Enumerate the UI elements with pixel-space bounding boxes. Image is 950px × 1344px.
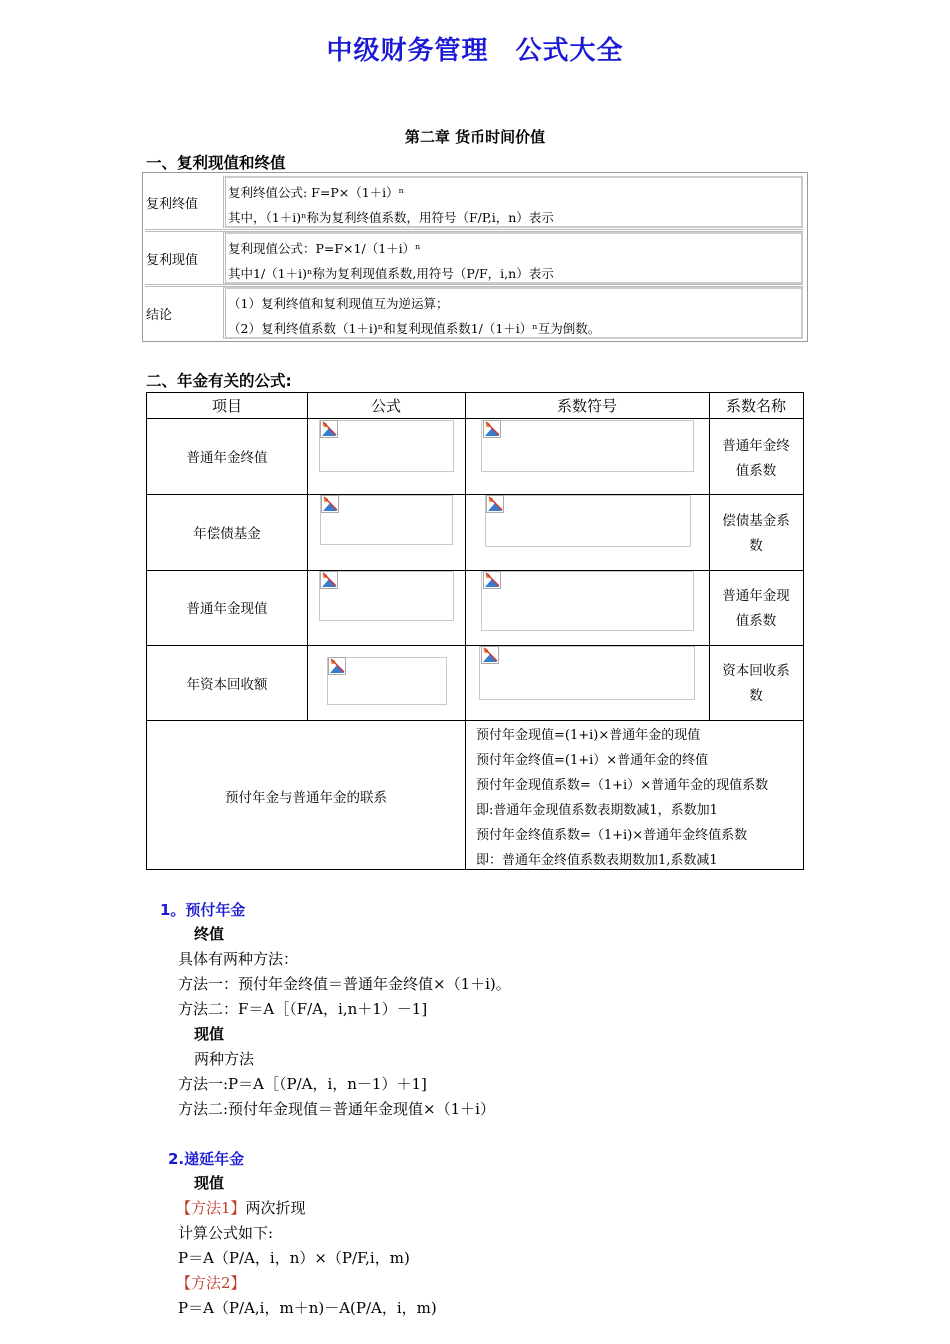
grid-line <box>147 570 803 571</box>
relation-line: 即:普通年金现值系数表期数减1，系数加1 <box>476 803 718 818</box>
coef-name-line: 偿债基金系 <box>722 513 790 529</box>
header-item: 项目 <box>211 397 242 415</box>
coef-symbol-image-frame <box>485 495 691 547</box>
header-coef-name: 系数名称 <box>725 397 786 415</box>
method-2-tag: 【方法2】 <box>176 1274 246 1292</box>
chapter-title: 第二章 货币时间价值 <box>404 128 546 146</box>
method-1-formula: P＝A（P/A，i，n）×（P/F,i，m) <box>178 1249 410 1267</box>
broken-image-icon <box>320 420 338 438</box>
header-coef-symbol: 系数符号 <box>556 397 617 415</box>
method-1-tag: 【方法1】 <box>176 1199 246 1217</box>
broken-image-icon <box>486 495 504 513</box>
item-cell: 普通年金终值 <box>186 450 268 466</box>
grid-line <box>147 720 803 721</box>
relation-line: 预付年金终值系数=（1+i)×普通年金终值系数 <box>476 828 748 843</box>
broken-image-icon <box>320 571 338 589</box>
grid-line <box>147 645 803 646</box>
coef-symbol-image-frame <box>481 420 694 472</box>
grid-line <box>147 494 803 495</box>
deferred-annuity-heading: 2.递延年金 <box>168 1150 245 1168</box>
broken-image-icon <box>481 646 499 664</box>
relation-line: 预付年金终值=(1+i）×普通年金的终值 <box>476 753 709 768</box>
table-row <box>143 286 807 340</box>
fv-intro: 具体有两种方法： <box>178 950 299 968</box>
method-2-formula: P＝A（P/A,i，m＋n)－A(P/A，i，m) <box>178 1299 437 1317</box>
compound-interest-table <box>142 172 808 342</box>
formula-line: 复利终值公式: F=P×（1＋i）ⁿ <box>228 185 405 200</box>
coef-name-line: 数 <box>749 538 763 554</box>
item-cell: 年偿债基金 <box>193 526 261 542</box>
formula-image-frame <box>319 571 454 621</box>
row-content <box>223 287 803 339</box>
formula-line: 复利现值公式：P=F×1/（1＋i）ⁿ <box>228 241 421 256</box>
formula-line: 其中1/（1＋i)ⁿ称为复利现值系数,用符号（P/F，i,n）表示 <box>228 266 554 281</box>
pv-intro: 两种方法 <box>194 1050 255 1068</box>
row-content <box>223 232 803 284</box>
coef-symbol-image-frame <box>481 571 694 631</box>
method-1-text: 两次折现 <box>245 1199 306 1217</box>
broken-image-icon <box>321 495 339 513</box>
coef-name-cell <box>709 584 803 634</box>
row-label: 复利现值 <box>146 253 199 268</box>
formula-line: （1）复利终值和复利现值互为逆运算； <box>228 296 449 311</box>
broken-image-icon <box>483 420 501 438</box>
item-cell: 普通年金现值 <box>186 601 268 617</box>
relation-label: 预付年金与普通年金的联系 <box>225 790 387 806</box>
coef-name-cell <box>709 434 803 484</box>
calc-intro: 计算公式如下: <box>178 1224 274 1242</box>
section2-heading: 二、年金有关的公式: <box>146 372 292 390</box>
coef-name-line: 值系数 <box>735 463 777 479</box>
header-formula: 公式 <box>370 397 401 415</box>
coef-name-cell <box>709 659 803 709</box>
document-title: 中级财务管理 公式大全 <box>326 36 624 66</box>
relation-line: 即：普通年金终值系数表期数加1,系数减1 <box>476 853 718 868</box>
coef-name-line: 值系数 <box>735 613 777 629</box>
grid-line <box>307 393 308 720</box>
fv-method-2: 方法二：F＝A［（F/A，i,n＋1）－1] <box>178 1000 428 1018</box>
fv-label: 终值 <box>194 925 225 943</box>
formula-image-frame <box>320 495 453 545</box>
coef-name-cell <box>709 509 803 559</box>
formula-image-frame <box>319 420 454 472</box>
pv-method-2: 方法二:预付年金现值＝普通年金现值×（1＋i） <box>178 1100 495 1118</box>
relation-line: 预付年金现值=(1+i)×普通年金的现值 <box>476 728 701 743</box>
pv-label: 现值 <box>194 1025 225 1043</box>
table-row <box>143 173 807 229</box>
row-label: 复利终值 <box>146 197 199 212</box>
coef-symbol-image-frame <box>479 646 695 700</box>
item-cell: 年资本回收额 <box>186 677 268 693</box>
coef-name-line: 普通年金终 <box>722 438 790 454</box>
formula-line: 其中，（1＋i)ⁿ称为复利终值系数，用符号（F/P,i，n）表示 <box>228 210 554 225</box>
coef-name-line: 资本回收系 <box>722 663 790 679</box>
row-label: 结论 <box>146 308 173 323</box>
relation-line: 预付年金现值系数=（1+i）×普通年金的现值系数 <box>476 778 769 793</box>
deferred-pv-label: 现值 <box>194 1174 225 1192</box>
coef-name-line: 数 <box>749 688 763 704</box>
prepaid-annuity-heading: 1。预付年金 <box>160 901 246 919</box>
section1-heading: 一、复利现值和终值 <box>146 154 286 172</box>
grid-line <box>465 393 466 869</box>
pv-method-1: 方法一:P＝A［（P/A，i，n－1）＋1] <box>178 1075 427 1093</box>
broken-image-icon <box>328 657 346 675</box>
annuity-table <box>146 392 804 870</box>
broken-image-icon <box>483 571 501 589</box>
row-content <box>223 176 803 228</box>
coef-name-line: 普通年金现 <box>722 588 790 604</box>
fv-method-1: 方法一：预付年金终值＝普通年金终值×（1＋i)。 <box>178 975 511 993</box>
formula-line: （2）复利终值系数（1＋i)ⁿ和复利现值系数1/（1＋i）ⁿ互为倒数。 <box>228 321 601 336</box>
table-row <box>143 231 807 285</box>
method-1-line <box>176 1197 306 1218</box>
